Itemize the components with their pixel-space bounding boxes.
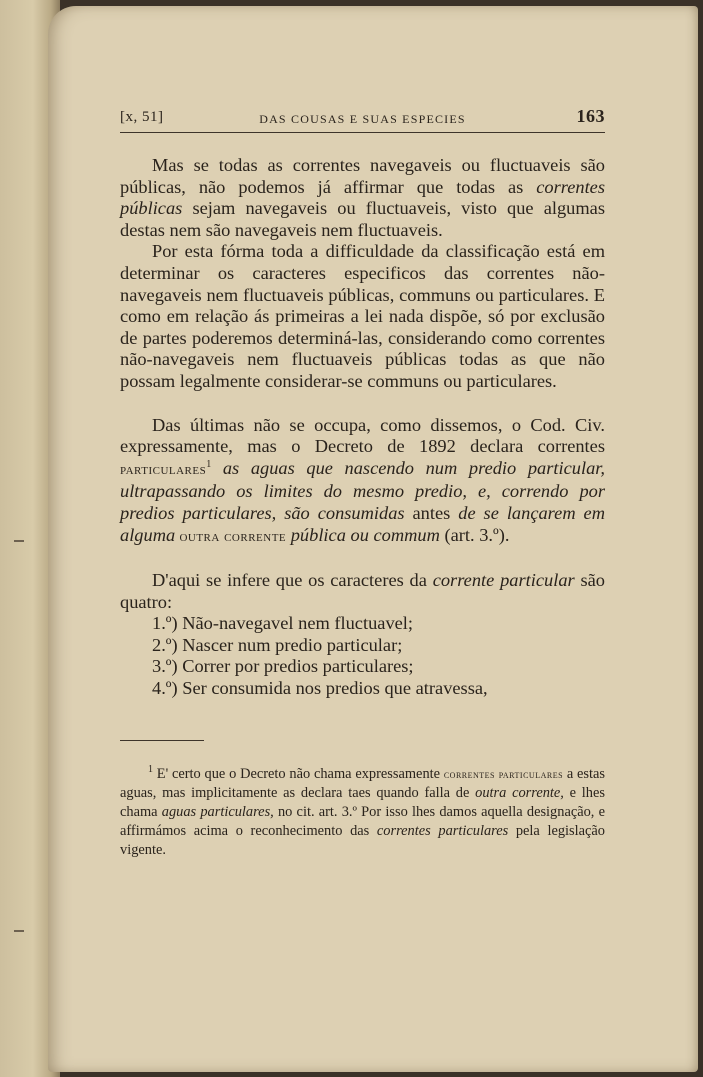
list-item: 2.º) Nascer num predio particular; — [152, 634, 403, 655]
running-head — [120, 106, 605, 133]
paragraph-4: D'aqui se infere que os caracteres da corrente particular são quatro: — [120, 570, 605, 612]
page-content — [120, 106, 605, 860]
emphasis: corrente particular — [432, 570, 575, 591]
small-caps-term: correntes particulares — [443, 766, 564, 781]
footnote: $^1$ E' certo que o Decreto não chama expressamente correntes particulares a estas aguas, mas implicitamente as declara taes quando falla de outra corrente, e lhes chama aguas particulares, no cit. art. 3.º Por isso lhes damos aquella designação, e affirmámos acima o reconhecimento das correntes particulares pela legislação vigente. — [120, 763, 605, 858]
emphasis: correntes públicas — [120, 176, 605, 219]
paragraph-2: Por esta fórma toda a difficuldade da classificação está em determinar os caracteres especificos das correntes não-navegaveis nem fluctuaveis públicas, communs ou particulares. E como em relação ás primeiras a lei nada dispõe, só por exclusão de partes poderemos determiná-las, considerando como correntes não-navegaveis nem fluctuaveis públicas todas as que não possam legalmente considerar-se communs ou particulares. — [120, 241, 605, 391]
list-item: 4.º) Ser consumida nos predios que atravessa, — [152, 678, 488, 699]
paragraph-1: Mas se todas as correntes navegaveis ou fluctuaveis são públicas, não podemos já affirmar que todas as correntes públicas sejam navegaveis ou fluctuaveis, visto que algumas destas nem são navegaveis nem fluctuaveis. — [120, 155, 605, 240]
emphasis: as aguas que nascendo num predio particular, ultrapassando os limites do mesmo predio, e, correndo por predios particulares, são consumidas — [120, 457, 605, 523]
small-caps-term: outra corrente — [175, 528, 287, 545]
emphasis: correntes particulares — [376, 822, 509, 839]
footnote-reference: 1 — [206, 458, 212, 470]
page-edge-mark — [14, 540, 24, 542]
paragraph-3: Das últimas não se occupa, como dissemos, o Cod. Civ. expressamente, mas o Decreto de 1892 declara correntes particulares$^1$ as aguas que nascendo num predio particular, ultrapassando os limites do mesmo predio, e, correndo por predios particulares, são consumidas antes de se lançarem em alguma outra corrente pública ou commum (art. 3.º). — [120, 414, 605, 545]
page-edge-mark — [14, 930, 24, 932]
emphasis: de se lançarem em alguma — [120, 502, 605, 545]
characteristics-list — [120, 613, 605, 699]
list-item: 1.º) Não-navegavel nem fluctuavel; — [152, 613, 414, 634]
section-reference: [x, 51] — [120, 109, 164, 125]
list-item: 3.º) Correr por predios particulares; — [152, 656, 414, 677]
small-caps-term: particulares — [120, 461, 207, 478]
book-page — [48, 6, 698, 1072]
page-number: 163 — [576, 106, 605, 126]
body-text — [120, 155, 605, 700]
emphasis: outra corrente, — [475, 784, 564, 801]
running-title: DAS COUSAS E SUAS ESPECIES — [259, 112, 466, 126]
footnote-separator — [120, 740, 204, 741]
emphasis: pública ou commum — [286, 524, 440, 545]
footnote-marker: 1 — [148, 763, 153, 775]
emphasis: aguas particulares, — [161, 803, 274, 820]
